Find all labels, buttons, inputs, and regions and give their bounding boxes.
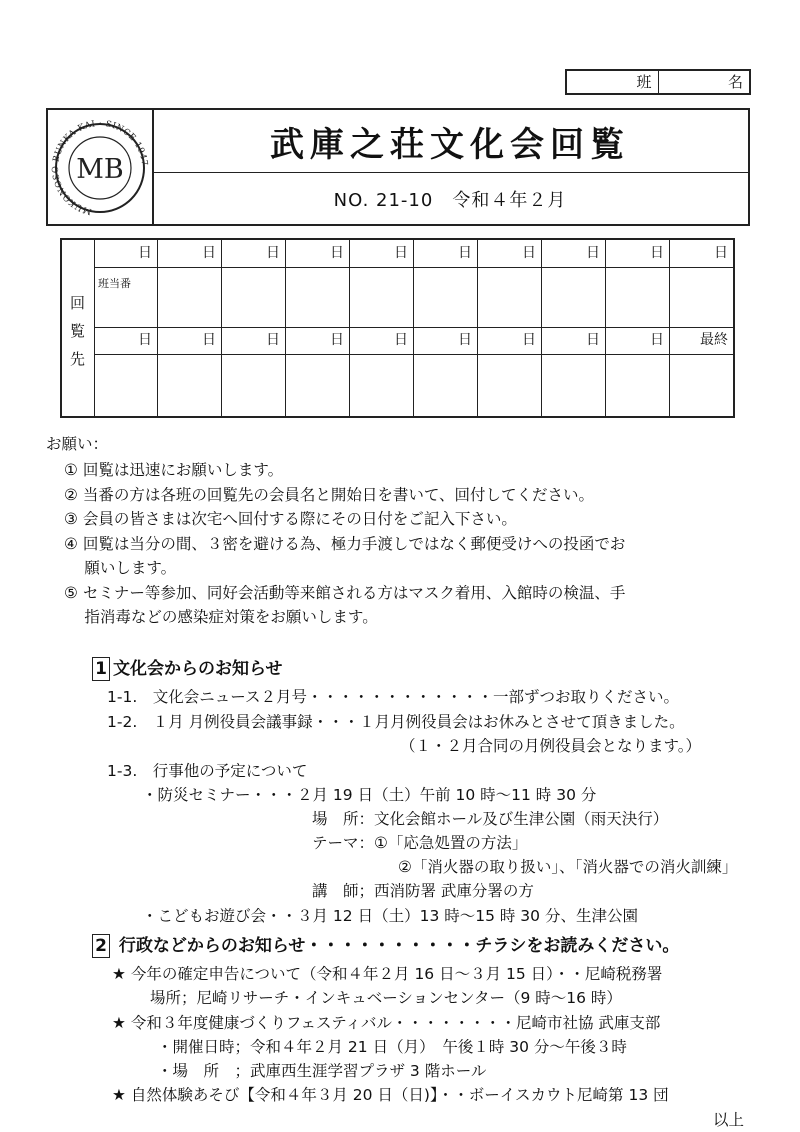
- label-char: 回: [70, 294, 86, 312]
- date-cell: 日: [286, 327, 350, 354]
- member-cell[interactable]: [414, 354, 478, 416]
- request-item: ① 回覧は迅速にお願いします。: [64, 461, 284, 479]
- date-cell: 日: [542, 240, 606, 267]
- page-title: 武庫之荘文化会回覧: [270, 124, 630, 165]
- member-cell[interactable]: [222, 267, 286, 327]
- row1-body: [94, 267, 733, 328]
- group-name-box: [565, 69, 751, 95]
- s2-line: ・開催日時；令和４年２月 21 日（月） 午後１時 30 分～午後３時: [157, 1038, 627, 1056]
- date-cell: 日: [350, 240, 414, 267]
- member-cell[interactable]: [94, 354, 158, 416]
- duty-tag: 班当番: [98, 277, 131, 290]
- request-item: ③ 会員の皆さまは次宅へ回付する際にその日付をご記入下さい。: [64, 510, 517, 528]
- issue-cell: [152, 173, 748, 224]
- s2-line: ★ 令和３年度健康づくりフェスティバル・・・・・・・・尼崎市社協 武庫支部: [112, 1014, 661, 1032]
- member-cell[interactable]: [350, 267, 414, 327]
- section2-number: 2: [92, 934, 110, 958]
- member-cell[interactable]: [350, 354, 414, 416]
- date-cell: 日: [94, 240, 158, 267]
- row2-header: [94, 327, 733, 355]
- s1-line: 1-3. 行事他の予定について: [107, 762, 308, 780]
- request-item: 指消毒などの感染症対策をお願いします。: [64, 608, 378, 626]
- section1-title: 文化会からのお知らせ: [113, 659, 283, 679]
- section2-title: 行政などからのお知らせ・・・・・・・・・・チラシをお読みください。: [118, 936, 680, 956]
- s2-line: ★ 今年の確定申告について（令和４年２月 16 日～３月 15 日）・・尼崎税務署: [112, 965, 663, 983]
- requests-heading: お願い：: [46, 435, 109, 453]
- date-cell: 日: [478, 240, 542, 267]
- label-char: 先: [70, 350, 86, 368]
- row2-body: [94, 354, 733, 416]
- header-box: [46, 108, 750, 226]
- member-cell[interactable]: [542, 267, 606, 327]
- date-cell: 日: [714, 245, 728, 261]
- s1-line: テーマ：①「応急処置の方法」: [312, 834, 528, 852]
- s1-line: ・こどもお遊び会・・３月 12 日（土）13 時～15 時 30 分、生津公園: [142, 907, 638, 925]
- mb-logo: [48, 110, 152, 224]
- date-cell: 日: [350, 327, 414, 354]
- label-char: 覧: [70, 322, 86, 340]
- member-cell[interactable]: [158, 267, 222, 327]
- circulation-table: [60, 238, 735, 418]
- closing-mark: 以上: [712, 1111, 744, 1129]
- logo-cell: [48, 110, 154, 224]
- request-item: ④ 回覧は当分の間、３密を避ける為、極力手渡しではなく郵便受けへの投函でお: [64, 534, 626, 553]
- date-cell: 日: [158, 240, 222, 267]
- request-item: ② 当番の方は各班の回覧先の会員名と開始日を書いて、回付してください。: [64, 485, 595, 504]
- s2-line: ・場 所 ；武庫西生涯学習プラザ 3 階ホール: [157, 1062, 487, 1080]
- date-cell: 日: [222, 240, 286, 267]
- member-cell[interactable]: [606, 354, 670, 416]
- member-cell[interactable]: [222, 354, 286, 416]
- s1-line: 1-2. １月 月例役員会議事録・・・１月月例役員会はお休みとさせて頂きました。: [107, 713, 685, 731]
- date-cell: 日: [94, 327, 158, 354]
- member-cell[interactable]: [286, 267, 350, 327]
- group-label: 班: [567, 71, 659, 93]
- row1-header: [94, 240, 733, 268]
- s1-line: ②「消火器の取り扱い」、「消火器での消火訓練」: [398, 858, 738, 876]
- member-cell[interactable]: [478, 354, 542, 416]
- logo-initials: MB: [76, 154, 124, 185]
- date-cell: 日: [222, 327, 286, 354]
- member-cell[interactable]: [158, 354, 222, 416]
- circulation-grid: [94, 240, 733, 416]
- date-cell: 最終: [700, 332, 728, 348]
- s1-line: （１・２月合同の月例役員会となります。）: [400, 737, 702, 755]
- member-cell[interactable]: [94, 267, 158, 327]
- date-cell: 日: [606, 240, 670, 267]
- member-cell[interactable]: [670, 267, 733, 327]
- requests-list: [64, 458, 625, 630]
- name-label: 名: [727, 73, 743, 91]
- member-cell[interactable]: [286, 354, 350, 416]
- member-cell[interactable]: [606, 267, 670, 327]
- s1-line: 講 師；西消防署 武庫分署の方: [312, 882, 534, 900]
- circulation-label: [62, 240, 95, 416]
- date-cell: 日: [158, 327, 222, 354]
- member-cell[interactable]: [542, 354, 606, 416]
- s1-line: 場 所：文化会館ホール及び生津公園（雨天決行）: [312, 810, 669, 828]
- section1-number: 1: [92, 657, 110, 681]
- s1-line: 1-1. 文化会ニュース２月号・・・・・・・・・・・・一部ずつお取りください。: [107, 688, 679, 706]
- date-cell: 日: [606, 327, 670, 354]
- section2-heading: [92, 934, 679, 959]
- date-cell: 日: [478, 327, 542, 354]
- s1-line: ・防災セミナー・・・２月 19 日（土）午前 10 時～11 時 30 分: [142, 786, 597, 804]
- logo-ring-text: MUKONOSO BUNKA-KAI · SINCE 1947: [50, 118, 150, 217]
- date-cell: 日: [542, 327, 606, 354]
- section1-heading: [92, 657, 283, 682]
- title-cell: [152, 110, 748, 173]
- date-cell: 日: [414, 327, 478, 354]
- request-item: ⑤ セミナー等参加、同好会活動等来館される方はマスク着用、入館時の検温、手: [64, 583, 626, 602]
- member-cell[interactable]: [414, 267, 478, 327]
- date-cell: 日: [286, 240, 350, 267]
- date-cell: 日: [414, 240, 478, 267]
- member-cell[interactable]: [478, 267, 542, 327]
- issue-number: NO. 21-10 令和４年２月: [333, 189, 567, 211]
- s2-line: ★ 自然体験あそび【令和４年３月 20 日（日)】・・ボーイスカウト尼崎第 13 団: [112, 1086, 669, 1104]
- s2-line: 場所；尼崎リサーチ・インキュベーションセンター（9 時～16 時）: [150, 989, 622, 1007]
- request-item: 願いします。: [64, 559, 177, 577]
- member-cell[interactable]: [670, 354, 733, 416]
